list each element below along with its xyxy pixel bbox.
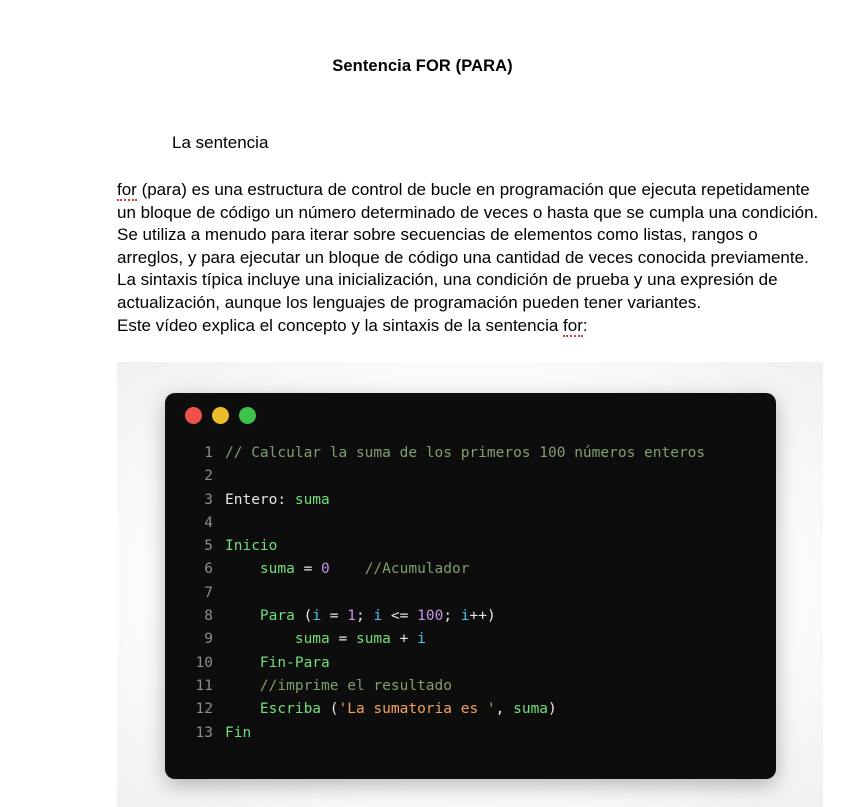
body-text bbox=[0, 155, 845, 337]
line-number: 12 bbox=[195, 701, 213, 718]
code-line: // Calcular la suma de los primeros 100 números enteros bbox=[225, 445, 706, 461]
code-line-row bbox=[165, 558, 776, 581]
code-window-titlebar bbox=[165, 393, 776, 437]
paragraph-2-colon: : bbox=[582, 315, 588, 335]
code-line-row bbox=[165, 722, 776, 745]
code-line: Inicio bbox=[225, 538, 278, 555]
code-line-row bbox=[165, 582, 776, 605]
line-number: 8 bbox=[204, 608, 213, 625]
intro-line: La sentencia bbox=[172, 133, 269, 152]
paragraph-2 bbox=[117, 315, 819, 338]
spellcheck-word-for-2: for bbox=[563, 315, 583, 335]
line-number: 7 bbox=[204, 584, 213, 601]
code-line-row bbox=[165, 442, 776, 465]
code-area bbox=[165, 437, 776, 745]
line-number: 13 bbox=[195, 724, 213, 741]
code-line-row bbox=[165, 652, 776, 675]
paragraph-2-text: Este vídeo explica el concepto y la sintaxis de la sentencia bbox=[117, 315, 564, 335]
line-number: 11 bbox=[195, 677, 213, 694]
spellcheck-word-for: for bbox=[117, 179, 137, 199]
code-line-row bbox=[165, 512, 776, 535]
line-number: 9 bbox=[204, 631, 213, 648]
code-window bbox=[165, 393, 776, 779]
line-number: 2 bbox=[204, 468, 213, 485]
line-number: 10 bbox=[195, 654, 213, 671]
code-line: Fin bbox=[225, 724, 252, 741]
code-line: Para (i = 1; i <= 100; i++) bbox=[259, 608, 496, 625]
code-line: suma = 0 //Acumulador bbox=[259, 561, 470, 578]
code-line: Escriba ('La sumatoria es ', suma) bbox=[259, 701, 557, 718]
paragraph-1-text: (para) es una estructura de control de bucle en programación que ejecuta repetidamente un bloque de código un número determinado de veces o hasta que se cumpla una condición. Se utiliza a menudo para iterar sobre secuencias de elementos como listas, rangos o arreglos, y para ejecutar un bloque de código una cantidad de veces conocida previamente. La sintaxis típica incluye una inicialización, una condición de prueba y una expresión de actualización, aunque los lenguajes de programación pueden tener variantes. bbox=[117, 179, 819, 312]
code-line: Fin-Para bbox=[259, 654, 330, 671]
close-button-icon[interactable] bbox=[185, 407, 202, 424]
minimize-button-icon[interactable] bbox=[212, 407, 229, 424]
code-line-row bbox=[165, 465, 776, 488]
code-line: Entero: suma bbox=[225, 491, 330, 508]
code-line-row bbox=[165, 489, 776, 512]
code-line-row bbox=[165, 535, 776, 558]
video-embed[interactable] bbox=[117, 362, 823, 807]
line-number: 3 bbox=[204, 491, 213, 508]
code-line-row bbox=[165, 675, 776, 698]
line-number: 5 bbox=[204, 538, 213, 555]
maximize-button-icon[interactable] bbox=[239, 407, 256, 424]
paragraph-1 bbox=[117, 179, 819, 315]
line-number: 6 bbox=[204, 561, 213, 578]
line-number: 4 bbox=[204, 514, 213, 531]
page-title: Sentencia FOR (PARA) bbox=[332, 57, 513, 75]
code-line: //imprime el resultado bbox=[259, 677, 452, 694]
line-number: 1 bbox=[204, 445, 213, 461]
code-line-row bbox=[165, 628, 776, 651]
code-line: suma = suma + i bbox=[294, 631, 426, 648]
code-line-row bbox=[165, 698, 776, 721]
code-line-row bbox=[165, 605, 776, 628]
